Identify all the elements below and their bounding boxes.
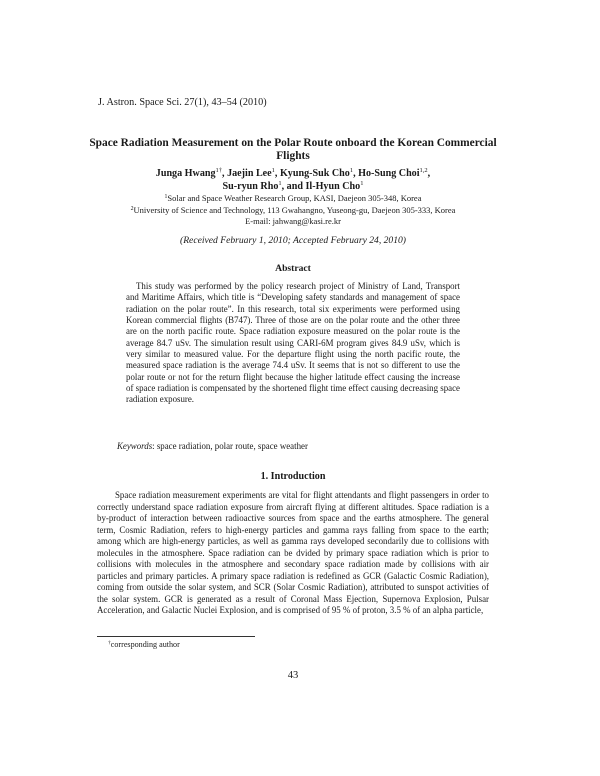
introduction-body	[97, 490, 489, 617]
author-name: Su-ryun Rho	[222, 181, 279, 192]
received-dates: (Received February 1, 2010; Accepted February 24, 2010)	[180, 235, 406, 246]
author-name: Junga Hwang	[155, 168, 216, 179]
author-mark: 1	[278, 180, 282, 187]
author-name: Kyung-Suk Cho	[279, 168, 350, 179]
footnote	[108, 640, 180, 649]
author-mark: 1†	[215, 167, 223, 174]
author-mark: 1	[349, 167, 354, 174]
affiliation-1	[80, 193, 506, 205]
author-separator: , and	[281, 181, 306, 192]
affiliation-mark: 1	[164, 194, 168, 200]
keywords-line	[117, 441, 308, 451]
author-mark: 1,2	[419, 167, 428, 174]
author-mark: 1	[271, 167, 275, 174]
introduction-paragraph: Space radiation measurement experiments are vital for flight attendants and flight passengers in order to correctly understand space radiation exposure from aircraft flying at different altitudes. Space radiation is a by-product of interaction between radioactive sources from space and the earths atmosphere. The general term, Cosmic Radiation, refers to high-energy particles and gamma rays falling from space to the earth; among which are high-energy particles, as well as gamma rays developed secondarily due to collisions with molecules in the atmosphere. Space radiation can be dvided by primary space radiation which is prior to collisions with molecules in the atmosphere and secondary space radiation made by collisions with air particles and primary particles. A primary space radiation is redefined as GCR (Galactic Cosmic Radiation), coming from outside the solar system, and SCR (Solar Cosmic Radiation), attributed to sunspot activities of the solar system. GCR is generated as a result of Coronal Mass Ejection, Supernova Explosion, Pulsar Acceleration, and Galactic Nuclei Explosion, and is comprised of 95 % of proton, 3.5 % of an alpha particle,	[97, 490, 489, 616]
journal-reference: J. Astron. Space Sci. 27(1), 43–54 (2010)	[98, 97, 267, 108]
page-number: 43	[287, 670, 299, 681]
author-name: Il-Hyun Cho	[305, 181, 361, 192]
affiliation-text: Solar and Space Weather Research Group, KASI, Daejeon 305-348, Korea	[167, 193, 422, 203]
abstract-heading: Abstract	[275, 263, 311, 274]
section-heading: 1. Introduction	[260, 471, 326, 482]
footnote-text: corresponding author	[110, 640, 180, 649]
affiliation-text: University of Science and Technology, 113 Gwahangno, Yuseong-gu, Daejeon 305-333, Korea	[133, 204, 456, 215]
affiliation-mark: 2	[130, 205, 134, 212]
author-name: Ho-Sung Choi	[358, 168, 420, 179]
affiliations	[80, 193, 506, 228]
keywords-label: Keywords	[117, 441, 153, 451]
author-separator: ,	[222, 168, 228, 179]
affiliation-2	[80, 205, 506, 217]
corresponding-email: E-mail: jahwang@kasi.re.kr	[245, 216, 341, 227]
abstract-paragraph: This study was performed by the policy research project of Ministry of Land, Transport and Maritime Affairs, which title is “Developing safety standards and management of space radiation on the polar route”. In this research, total six experiments were performed using Korean commercial flights (B747). Three of those are on the polar route and the other three are on the north pacific route. Space radiation exposure measured on the polar route is the average 84.7 uSv. The simulation result using CARI-6M program gives 84.9 uSv, which is very similar to measured value. For the departure flight using the north pacific route, the measured space radiation is the average 74.4 uSv. It seems that is not so different to use the polar route or not for the return flight because the higher latitude effect causing the increase of space radiation is compensated by the shortened flight time effect causing decreasing space radiation exposure.	[126, 281, 460, 405]
keywords-text: : space radiation, polar route, space weather	[152, 441, 308, 451]
paper-title: Space Radiation Measurement on the Polar Route onboard the Korean Commercial Flights	[89, 137, 497, 162]
author-mark: 1	[360, 180, 364, 187]
author-separator: ,	[353, 168, 359, 179]
footnote-mark: †	[108, 640, 111, 646]
author-list	[100, 167, 486, 193]
abstract-body	[126, 281, 460, 406]
author-separator: ,	[274, 168, 280, 179]
author-separator: ,	[427, 168, 431, 179]
footnote-divider	[97, 636, 255, 637]
author-name: Jaejin Lee	[227, 168, 272, 179]
